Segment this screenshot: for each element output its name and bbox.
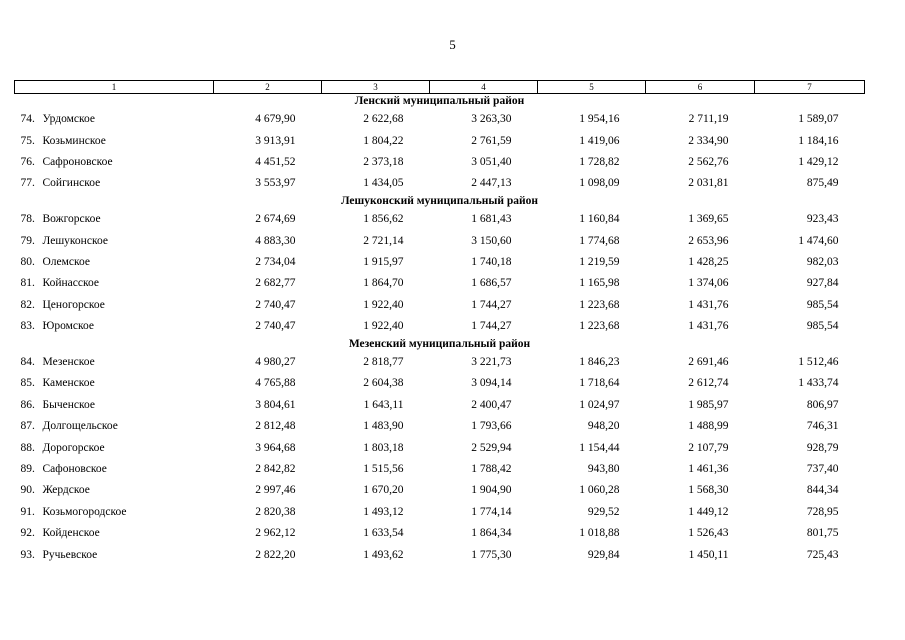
value-cell: 2 373,18 bbox=[363, 155, 404, 168]
value-cell: 2 711,19 bbox=[688, 113, 729, 126]
value-cell: 4 679,90 bbox=[255, 113, 296, 126]
row-number: 84. bbox=[20, 356, 35, 369]
value-cell: 2 820,38 bbox=[255, 505, 296, 518]
settlement-name: Мезенское bbox=[42, 356, 95, 369]
value-cell: 1 774,14 bbox=[471, 505, 512, 518]
value-cell: 3 804,61 bbox=[255, 398, 296, 411]
settlement-cell bbox=[15, 173, 214, 194]
settlement-cell bbox=[15, 316, 214, 337]
settlement-name: Лешуконское bbox=[42, 234, 108, 247]
table-row bbox=[15, 173, 865, 194]
settlement-cell bbox=[15, 209, 214, 230]
row-number: 78. bbox=[20, 213, 35, 226]
row-number: 83. bbox=[20, 320, 35, 333]
value-cell: 1 431,76 bbox=[688, 320, 729, 333]
settlement-name: Каменское bbox=[42, 377, 95, 390]
settlement-cell bbox=[15, 151, 214, 172]
value-cell: 2 812,48 bbox=[255, 420, 296, 433]
settlement-name: Юромское bbox=[42, 320, 94, 333]
value-cell: 927,84 bbox=[806, 277, 839, 290]
value-cell: 1 856,62 bbox=[363, 213, 404, 226]
value-cell: 1 788,42 bbox=[471, 463, 512, 476]
settlement-cell bbox=[15, 416, 214, 437]
settlement-name: Сафоновское bbox=[42, 463, 107, 476]
row-number: 90. bbox=[20, 484, 35, 497]
value-cell: 1 922,40 bbox=[363, 298, 404, 311]
value-cell: 2 622,68 bbox=[363, 113, 404, 126]
row-number: 86. bbox=[20, 398, 35, 411]
value-cell: 2 740,47 bbox=[255, 298, 296, 311]
value-cell: 1 433,74 bbox=[798, 377, 839, 390]
column-header: 6 bbox=[646, 81, 755, 94]
table-row bbox=[15, 458, 865, 479]
value-cell: 801,75 bbox=[806, 527, 839, 540]
column-header: 2 bbox=[214, 81, 322, 94]
table-body bbox=[15, 94, 865, 566]
value-cell: 4 883,30 bbox=[255, 234, 296, 247]
value-cell: 2 562,76 bbox=[688, 155, 729, 168]
row-number: 75. bbox=[20, 134, 35, 147]
value-cell: 1 670,20 bbox=[363, 484, 404, 497]
value-cell: 2 997,46 bbox=[255, 484, 296, 497]
value-cell: 948,20 bbox=[587, 420, 620, 433]
value-cell: 1 474,60 bbox=[798, 234, 839, 247]
settlement-cell bbox=[15, 273, 214, 294]
settlement-cell bbox=[15, 109, 214, 130]
value-cell: 2 962,12 bbox=[255, 527, 296, 540]
value-cell: 725,43 bbox=[806, 548, 839, 561]
column-header: 3 bbox=[322, 81, 430, 94]
settlement-name: Козьмогородское bbox=[42, 505, 127, 518]
data-table bbox=[14, 80, 865, 565]
value-cell: 2 031,81 bbox=[688, 177, 729, 190]
table-row bbox=[15, 544, 865, 565]
settlement-cell bbox=[15, 523, 214, 544]
value-cell: 2 604,38 bbox=[363, 377, 404, 390]
table-row bbox=[15, 130, 865, 151]
value-cell: 929,52 bbox=[587, 505, 620, 518]
row-number: 93. bbox=[20, 548, 35, 561]
value-cell: 923,43 bbox=[806, 213, 839, 226]
value-cell: 2 334,90 bbox=[688, 134, 729, 147]
value-cell: 1 483,90 bbox=[363, 420, 404, 433]
value-cell: 1 954,16 bbox=[579, 113, 620, 126]
value-cell: 3 150,60 bbox=[471, 234, 512, 247]
value-cell: 1 184,16 bbox=[798, 134, 839, 147]
value-cell: 4 765,88 bbox=[255, 377, 296, 390]
value-cell: 985,54 bbox=[806, 320, 839, 333]
value-cell: 1 428,25 bbox=[688, 256, 729, 269]
settlement-name: Быченское bbox=[42, 398, 95, 411]
settlement-cell bbox=[15, 373, 214, 394]
value-cell: 1 374,06 bbox=[688, 277, 729, 290]
value-cell: 1 018,88 bbox=[579, 527, 620, 540]
value-cell: 1 493,62 bbox=[363, 548, 404, 561]
value-cell: 2 653,96 bbox=[688, 234, 729, 247]
value-cell: 1 803,18 bbox=[363, 441, 404, 454]
value-cell: 929,84 bbox=[587, 548, 620, 561]
section-header-row bbox=[15, 337, 865, 352]
row-number: 76. bbox=[20, 155, 35, 168]
table-row bbox=[15, 416, 865, 437]
value-cell: 1 512,46 bbox=[798, 356, 839, 369]
value-cell: 1 419,06 bbox=[579, 134, 620, 147]
settlement-cell bbox=[15, 251, 214, 272]
row-number: 80. bbox=[20, 256, 35, 269]
value-cell: 1 434,05 bbox=[363, 177, 404, 190]
row-number: 85. bbox=[20, 377, 35, 390]
value-cell: 3 553,97 bbox=[255, 177, 296, 190]
settlement-name: Долгощельское bbox=[42, 420, 118, 433]
value-cell: 1 568,30 bbox=[688, 484, 729, 497]
settlement-name: Олемское bbox=[42, 256, 91, 269]
value-cell: 1 985,97 bbox=[688, 398, 729, 411]
value-cell: 3 263,30 bbox=[471, 113, 512, 126]
value-cell: 806,97 bbox=[806, 398, 839, 411]
table-row bbox=[15, 230, 865, 251]
table-row bbox=[15, 209, 865, 230]
table-row bbox=[15, 251, 865, 272]
value-cell: 982,03 bbox=[806, 256, 839, 269]
section-header-row bbox=[15, 94, 865, 109]
value-cell: 3 094,14 bbox=[471, 377, 512, 390]
settlement-name: Козьминское bbox=[42, 134, 106, 147]
value-cell: 1 681,43 bbox=[471, 213, 512, 226]
value-cell: 1 904,90 bbox=[471, 484, 512, 497]
value-cell: 1 774,68 bbox=[579, 234, 620, 247]
value-cell: 1 922,40 bbox=[363, 320, 404, 333]
value-cell: 2 691,46 bbox=[688, 356, 729, 369]
value-cell: 1 775,30 bbox=[471, 548, 512, 561]
value-cell: 1 449,12 bbox=[688, 505, 729, 518]
value-cell: 928,79 bbox=[806, 441, 839, 454]
settlement-name: Дорогорское bbox=[42, 441, 105, 454]
settlement-cell bbox=[15, 394, 214, 415]
value-cell: 1 740,18 bbox=[471, 256, 512, 269]
row-number: 88. bbox=[20, 441, 35, 454]
value-cell: 2 447,13 bbox=[471, 177, 512, 190]
settlement-cell bbox=[15, 544, 214, 565]
value-cell: 3 051,40 bbox=[471, 155, 512, 168]
page-number: 5 bbox=[449, 37, 456, 52]
value-cell: 1 369,65 bbox=[688, 213, 729, 226]
table-row bbox=[15, 480, 865, 501]
row-number: 79. bbox=[20, 234, 35, 247]
value-cell: 1 223,68 bbox=[579, 320, 620, 333]
settlement-cell bbox=[15, 130, 214, 151]
settlement-cell bbox=[15, 480, 214, 501]
settlement-cell bbox=[15, 501, 214, 522]
value-cell: 1 488,99 bbox=[688, 420, 729, 433]
table-row bbox=[15, 151, 865, 172]
table-row bbox=[15, 273, 865, 294]
value-cell: 1 515,56 bbox=[363, 463, 404, 476]
table-row bbox=[15, 437, 865, 458]
row-number: 77. bbox=[20, 177, 35, 190]
table-row bbox=[15, 501, 865, 522]
value-cell: 3 964,68 bbox=[255, 441, 296, 454]
value-cell: 3 221,73 bbox=[471, 356, 512, 369]
settlement-cell bbox=[15, 351, 214, 372]
value-cell: 2 400,47 bbox=[471, 398, 512, 411]
value-cell: 4 980,27 bbox=[255, 356, 296, 369]
value-cell: 943,80 bbox=[587, 463, 620, 476]
section-header-row bbox=[15, 194, 865, 209]
value-cell: 1 915,97 bbox=[363, 256, 404, 269]
value-cell: 1 864,70 bbox=[363, 277, 404, 290]
value-cell: 1 060,28 bbox=[579, 484, 620, 497]
value-cell: 3 913,91 bbox=[255, 134, 296, 147]
settlement-name: Вожгорское bbox=[42, 213, 101, 226]
settlement-name: Ручьевское bbox=[42, 548, 98, 561]
value-cell: 1 804,22 bbox=[363, 134, 404, 147]
value-cell: 2 612,74 bbox=[688, 377, 729, 390]
value-cell: 1 864,34 bbox=[471, 527, 512, 540]
value-cell: 1 728,82 bbox=[579, 155, 620, 168]
settlement-name: Койденское bbox=[42, 527, 100, 540]
value-cell: 1 744,27 bbox=[471, 298, 512, 311]
value-cell: 1 431,76 bbox=[688, 298, 729, 311]
value-cell: 2 721,14 bbox=[363, 234, 404, 247]
value-cell: 1 793,66 bbox=[471, 420, 512, 433]
settlement-cell bbox=[15, 294, 214, 315]
value-cell: 1 744,27 bbox=[471, 320, 512, 333]
value-cell: 1 154,44 bbox=[579, 441, 620, 454]
table-row bbox=[15, 394, 865, 415]
value-cell: 1 589,07 bbox=[798, 113, 839, 126]
value-cell: 1 160,84 bbox=[579, 213, 620, 226]
value-cell: 2 822,20 bbox=[255, 548, 296, 561]
value-cell: 1 633,54 bbox=[363, 527, 404, 540]
value-cell: 746,31 bbox=[806, 420, 839, 433]
value-cell: 1 219,59 bbox=[579, 256, 620, 269]
value-cell: 2 818,77 bbox=[363, 356, 404, 369]
value-cell: 1 846,23 bbox=[579, 356, 620, 369]
settlement-cell bbox=[15, 230, 214, 251]
settlement-name: Урдомское bbox=[42, 113, 95, 126]
section-title: Мезенский муниципальный район bbox=[348, 338, 531, 351]
column-header: 1 bbox=[15, 81, 214, 94]
value-cell: 1 098,09 bbox=[579, 177, 620, 190]
row-number: 92. bbox=[20, 527, 35, 540]
value-cell: 2 842,82 bbox=[255, 463, 296, 476]
value-cell: 2 107,79 bbox=[688, 441, 729, 454]
value-cell: 1 461,36 bbox=[688, 463, 729, 476]
value-cell: 1 526,43 bbox=[688, 527, 729, 540]
value-cell: 1 429,12 bbox=[798, 155, 839, 168]
value-cell: 2 734,04 bbox=[255, 256, 296, 269]
value-cell: 728,95 bbox=[806, 505, 839, 518]
value-cell: 2 674,69 bbox=[255, 213, 296, 226]
value-cell: 737,40 bbox=[806, 463, 839, 476]
section-title: Лешуконский муниципальный район bbox=[340, 195, 539, 208]
column-header: 4 bbox=[430, 81, 538, 94]
value-cell: 1 643,11 bbox=[363, 398, 404, 411]
settlement-name: Койнасское bbox=[42, 277, 99, 290]
value-cell: 1 450,11 bbox=[688, 548, 729, 561]
row-number: 87. bbox=[20, 420, 35, 433]
value-cell: 2 740,47 bbox=[255, 320, 296, 333]
table-row bbox=[15, 373, 865, 394]
settlement-name: Ценогорское bbox=[42, 298, 105, 311]
section-title: Ленский муниципальный район bbox=[354, 95, 525, 108]
value-cell: 1 165,98 bbox=[579, 277, 620, 290]
value-cell: 2 529,94 bbox=[471, 441, 512, 454]
value-cell: 2 682,77 bbox=[255, 277, 296, 290]
table-row bbox=[15, 109, 865, 130]
settlement-cell bbox=[15, 458, 214, 479]
row-number: 81. bbox=[20, 277, 35, 290]
value-cell: 1 493,12 bbox=[363, 505, 404, 518]
table-row bbox=[15, 294, 865, 315]
value-cell: 4 451,52 bbox=[255, 155, 296, 168]
row-number: 91. bbox=[20, 505, 35, 518]
settlement-name: Жердское bbox=[42, 484, 90, 497]
value-cell: 1 223,68 bbox=[579, 298, 620, 311]
value-cell: 1 024,97 bbox=[579, 398, 620, 411]
row-number: 74. bbox=[20, 113, 35, 126]
column-number-header bbox=[15, 81, 865, 94]
value-cell: 875,49 bbox=[806, 177, 839, 190]
value-cell: 1 718,64 bbox=[579, 377, 620, 390]
row-number: 82. bbox=[20, 298, 35, 311]
value-cell: 985,54 bbox=[806, 298, 839, 311]
table-row bbox=[15, 316, 865, 337]
settlement-cell bbox=[15, 437, 214, 458]
row-number: 89. bbox=[20, 463, 35, 476]
value-cell: 1 686,57 bbox=[471, 277, 512, 290]
column-header: 7 bbox=[755, 81, 865, 94]
value-cell: 2 761,59 bbox=[471, 134, 512, 147]
value-cell: 844,34 bbox=[806, 484, 839, 497]
settlement-name: Сафроновское bbox=[42, 155, 113, 168]
table-row bbox=[15, 351, 865, 372]
table-row bbox=[15, 523, 865, 544]
column-header: 5 bbox=[538, 81, 646, 94]
settlement-name: Сойгинское bbox=[42, 177, 101, 190]
